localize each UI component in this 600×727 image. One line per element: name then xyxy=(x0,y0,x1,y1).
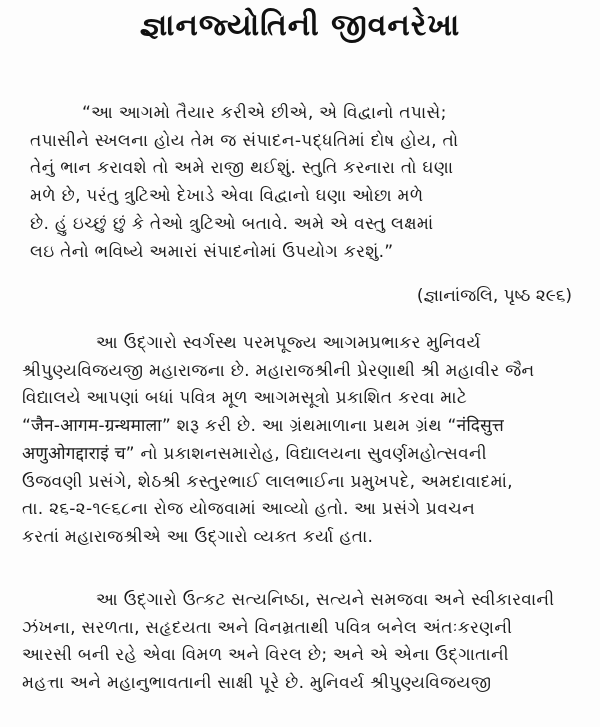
page-title: જ્ઞાનજ્યોતિની જીવનરેખા xyxy=(139,8,461,43)
paragraph-line: આ ઉદ્ગારો ઉત્કટ સત્યનિષ્ઠા, સત્યને સમજવા અને સ્વીકારવાની xyxy=(96,590,555,610)
paragraph-line: તા. ૨૬-૨-૧૯૬૮ના રોજ યોજવામાં આવ્યો હતો. આ પ્રસંગે પ્રવચન xyxy=(22,499,476,520)
quote-citation: (જ્ઞાનાંજલિ, પૃષ્ઠ ૨૯૬) xyxy=(416,286,572,306)
paragraph-line: શ્રીપુણ્યવિજયજી મહારાજના છે. મહારાજશ્રીની પ્રેરણાથી શ્રી મહાવીર જૈન xyxy=(22,360,535,381)
paragraph-line: મહત્તા અને મહાનુભાવતાની સાક્ષી પૂરે છે. મુનિવર્ય શ્રીપુણ્યવિજયજી xyxy=(22,673,492,694)
quote-line: મળે છે, પરંતુ ત્રુટિઓ દેખાડે એવા વિદ્વાનો ઘણા ઓછા મળે xyxy=(30,186,424,207)
paragraph-line: ઉજવણી પ્રસંગે, શેઠશ્રી કસ્તુરભાઈ લાલભાઈના પ્રમુખપદે, અમદાવાદમાં, xyxy=(22,471,513,492)
quote-line: લઇ તેનો ભવિષ્યે અમારાં સંપાદનોમાં ઉપયોગ કરશું.” xyxy=(30,241,394,262)
paragraph-2 xyxy=(22,587,582,698)
quote-block xyxy=(30,100,574,266)
quote-line: તપાસીને સ્ખલના હોય તેમ જ સંપાદન-પદ્ધતિમાં દોષ હોય, તો xyxy=(30,130,459,151)
quote-line: તેનું ભાન કરાવશે તો અમે રાજી થઈશું. સ્તુતિ કરનારા તો ઘણા xyxy=(30,158,454,179)
quote-line: “આ આગમો તૈયાર કરીએ છીએ, એ વિદ્વાનો તપાસે; xyxy=(82,103,447,123)
paragraph-line: આરસી બની રહે એવા વિમળ અને વિરલ છે; અને એ એના ઉદ્ગાતાની xyxy=(22,645,509,666)
paragraph-line: વિદ્યાલયે આપણાં બધાં પવિત્ર મૂળ આગમસૂત્રો પ્રકાશિત કરવા માટે xyxy=(22,388,468,409)
paragraph-line: “जैन-आगम-ग्रन्थमाला” શરૂ કરી છે. આ ગ્રંથમાળાના પ્રથમ ગ્રંથ “नंदिसुत्त xyxy=(22,416,505,437)
paragraph-line: આ ઉદ્ગારો સ્વર્ગસ્થ પરમપૂજ્ય આગમપ્રભાકર મુનિવર્ય xyxy=(96,333,481,353)
paragraph-line: अणुओगद्दाराइं च” નો પ્રકાશનસમારોહ, વિદ્યાલયના સુવર્ણમહોત્સવની xyxy=(22,443,487,464)
quote-line: છે. હું ઇચ્છું છું કે તેઓ ત્રુટિઓ બતાવે. અમે એ વસ્તુ લક્ષમાં xyxy=(30,213,434,234)
paragraph-line: કરતાં મહારાજશ્રીએ આ ઉદ્ગારો વ્યક્ત કર્યા હતા. xyxy=(22,526,374,547)
paragraph-line: ઝંખના, સરળતા, સહૃદયતા અને વિનમ્રતાથી પવિત્ર બનેલ અંતઃકરણની xyxy=(22,617,513,638)
paragraph-1 xyxy=(22,330,582,552)
